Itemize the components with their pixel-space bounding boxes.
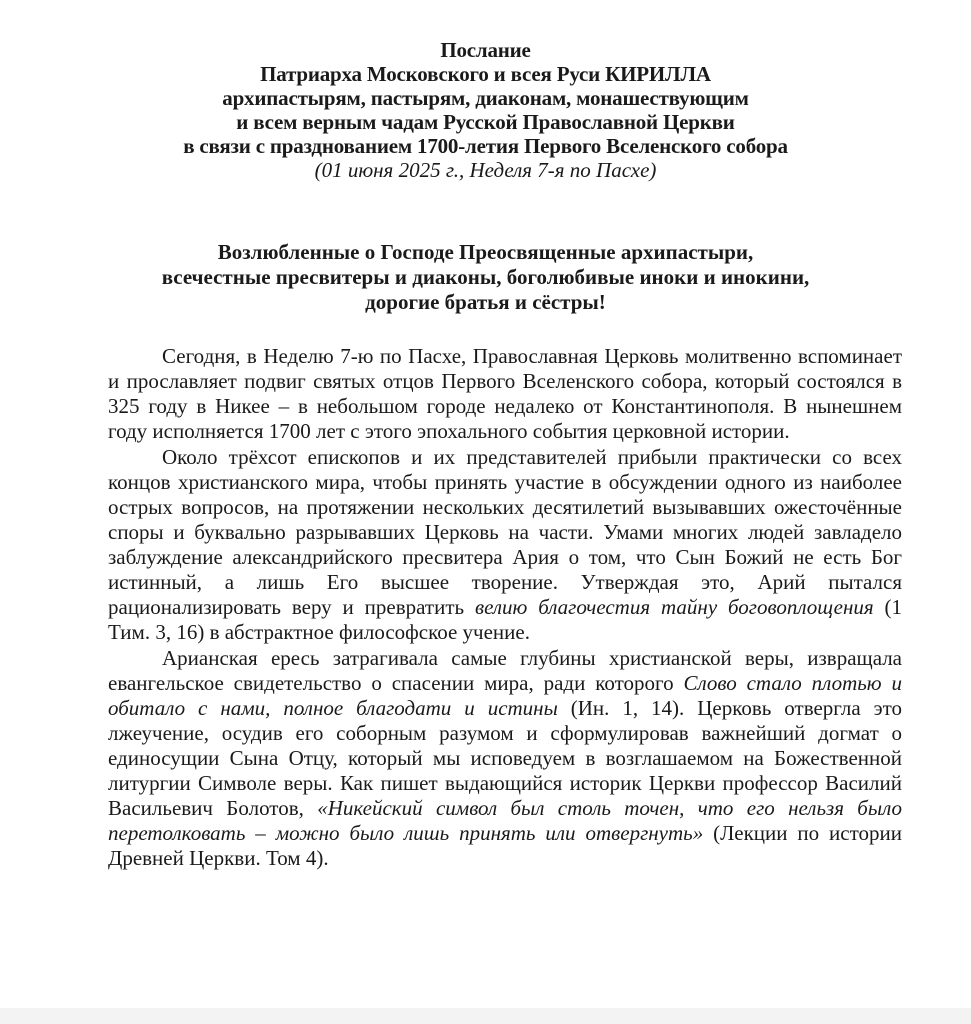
paragraph-text: (1 Тим. 3, 16) в абстрактное философское учение. xyxy=(108,595,902,644)
greeting-line: всечестные пресвитеры и диаконы, боголюбивые иноки и инокини, xyxy=(161,265,810,289)
paragraph-text: (Лекции по истории Древней Церкви. Том 4). xyxy=(108,821,902,870)
paragraph-text: Сегодня, в Неделю 7-ю по Пасхе, Православная Церковь молитвенно вспоминает и прославляет подвиг святых отцов Первого Вселенского собора, который состоялся в 325 году в Никее – в небольшом городе недалеко от Константинополя. В нынешнем году исполняется 1700 лет с этого эпохального события церковной истории. xyxy=(108,344,902,443)
scripture-quote: Слово стало плотью и обитало с нами, полное благодати и истины xyxy=(108,671,902,720)
paragraph-3 xyxy=(108,646,902,871)
paragraph-text: Около трёхсот епископов и их представителей прибыли практически со всех концов христианского мира, чтобы принять участие в обсуждении одного из наиболее острых вопросов, на протяжении нескольких десятилетий вызывавших ожесточённые споры и буквально разрывавших Церковь на части. Умами многих людей завладело заблуждение александрийского пресвитера Ария о том, что Сын Божий не есть Бог истинный, а лишь Его высшее творение. Утверждая это, Арий пытался рационализировать веру и превратить xyxy=(108,445,902,619)
bolotov-quote: «Никейский символ был столь точен, что его нельзя было перетолковать – можно было лишь принять или отвергнуть» xyxy=(108,796,903,845)
scripture-quote: велию благочестия тайну боговоплощения xyxy=(474,595,874,619)
header-addressees-2: и всем верным чадам Русской Православной Церкви xyxy=(236,110,735,134)
greeting-line: Возлюбленные о Господе Преосвященные архипастыри, xyxy=(217,240,754,264)
header-author: Патриарха Московского и всея Руси КИРИЛЛА xyxy=(260,62,711,86)
document-header xyxy=(0,38,971,182)
header-addressees-1: архипастырям, пастырям, диаконам, монашествующим xyxy=(222,86,749,110)
paragraph-1 xyxy=(108,344,902,444)
page-bottom-edge xyxy=(0,1008,971,1024)
header-title: Послание xyxy=(440,38,531,62)
paragraph-text: (Ин. 1, 14). Церковь отвергла это лжеучение, осудив его соборным разумом и сформулировав важнейший догмат о единосущии Сына Отцу, который мы исповедуем в возглашаемом на Божественной литургии Символе веры. Как пишет выдающийся историк Церкви профессор Василий Васильевич Болотов, xyxy=(108,696,903,820)
greeting xyxy=(0,240,971,315)
body-text xyxy=(108,344,902,872)
greeting-line: дорогие братья и сёстры! xyxy=(365,290,606,314)
paragraph-text: Арианская ересь затрагивала самые глубины христианской веры, извращала евангельское свидетельство о спасении мира, ради которого xyxy=(108,646,902,695)
paragraph-2 xyxy=(108,445,902,645)
header-occasion: в связи с празднованием 1700-летия Первого Вселенского собора xyxy=(183,134,788,158)
header-date: (01 июня 2025 г., Неделя 7-я по Пасхе) xyxy=(314,158,657,182)
